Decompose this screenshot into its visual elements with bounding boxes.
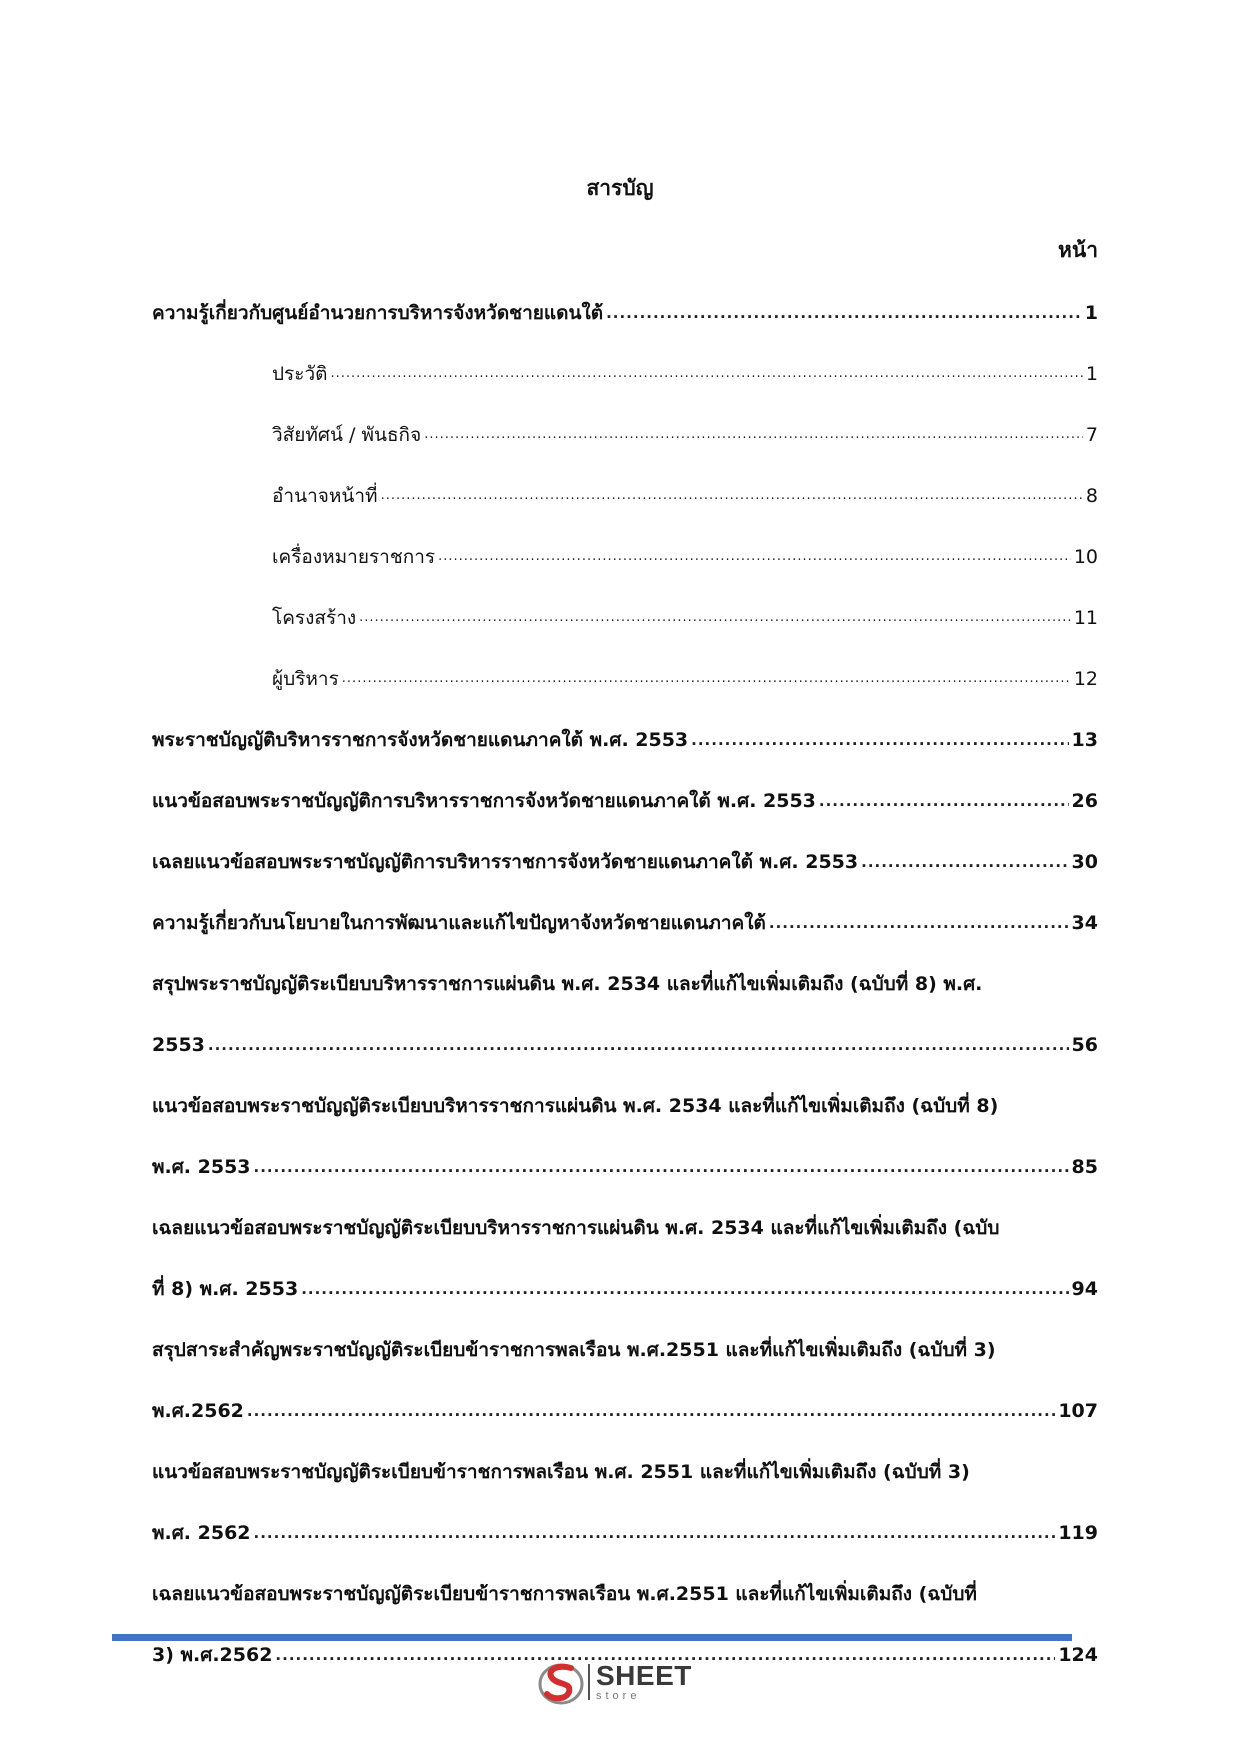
toc-entry-text: ที่ 8) พ.ศ. 2553 xyxy=(152,1277,299,1300)
toc-entry xyxy=(152,709,1098,770)
toc-entry xyxy=(152,1441,1098,1563)
dot-leader xyxy=(254,1158,1069,1176)
toc-page-number: 13 xyxy=(1071,728,1098,751)
sheet-store-logo xyxy=(538,1655,708,1709)
toc-entry-line xyxy=(272,587,1098,648)
toc-entry-text: ประวัติ xyxy=(272,362,328,385)
toc-entry-text: อำนาจหน้าที่ xyxy=(272,484,378,507)
toc-subentry xyxy=(152,648,1098,709)
toc-page-number: 7 xyxy=(1085,423,1098,446)
toc-entry-text: แนวข้อสอบพระราชบัญญัติระเบียบบริหารราชการแผ่นดิน พ.ศ. 2534 และที่แก้ไขเพิ่มเติมถึง (ฉบับที่ 8) xyxy=(152,1094,999,1117)
toc-entry-text: 2553 xyxy=(152,1033,205,1056)
toc-page-number: 10 xyxy=(1073,545,1098,568)
dot-leader xyxy=(208,1036,1069,1054)
toc-entry xyxy=(152,1197,1098,1319)
toc-entry xyxy=(152,282,1098,343)
toc-entry-text: เฉลยแนวข้อสอบพระราชบัญญัติระเบียบข้าราชการพลเรือน พ.ศ.2551 และที่แก้ไขเพิ่มเติมถึง (ฉบับที่ xyxy=(152,1582,977,1605)
toc-entry-text: สรุปสาระสำคัญพระราชบัญญัติระเบียบข้าราชการพลเรือน พ.ศ.2551 และที่แก้ไขเพิ่มเติมถึง (ฉบับที่ 3) xyxy=(152,1338,996,1361)
toc-entry xyxy=(152,770,1098,831)
toc-page-number: 8 xyxy=(1085,484,1098,507)
toc-entry-line xyxy=(152,1258,1098,1319)
dot-leader xyxy=(861,853,1068,871)
toc-page-number: 11 xyxy=(1073,606,1098,629)
toc-entry-text: พระราชบัญญัติบริหารราชการจังหวัดชายแดนภาคใต้ พ.ศ. 2553 xyxy=(152,728,689,751)
toc-subentry xyxy=(152,465,1098,526)
toc-page-number: 1 xyxy=(1085,362,1098,385)
dot-leader xyxy=(819,792,1069,810)
toc-subentry xyxy=(152,587,1098,648)
dot-leader xyxy=(381,488,1083,503)
toc-entry-line xyxy=(152,953,1098,1014)
toc-page-number: 56 xyxy=(1071,1033,1098,1056)
dot-leader xyxy=(301,1280,1068,1298)
dot-leader xyxy=(691,731,1068,749)
toc-entry-text: เฉลยแนวข้อสอบพระราชบัญญัติระเบียบบริหารราชการแผ่นดิน พ.ศ. 2534 และที่แก้ไขเพิ่มเติมถึง (ฉบับ xyxy=(152,1216,1000,1239)
toc-entry-line xyxy=(152,1502,1098,1563)
toc-page-number: 30 xyxy=(1071,850,1098,873)
dot-leader xyxy=(254,1524,1056,1542)
toc-entry-line xyxy=(152,1441,1098,1502)
dot-leader xyxy=(342,671,1071,686)
toc-entry-line xyxy=(152,282,1098,343)
toc-entry-text: สรุปพระราชบัญญัติระเบียบบริหารราชการแผ่นดิน พ.ศ. 2534 และที่แก้ไขเพิ่มเติมถึง (ฉบับที่ 8) พ.ศ. xyxy=(152,972,983,995)
toc-entry-text: เฉลยแนวข้อสอบพระราชบัญญัติการบริหารราชการจังหวัดชายแดนภาคใต้ พ.ศ. 2553 xyxy=(152,850,859,873)
toc-page-number: 34 xyxy=(1071,911,1098,934)
toc-entry-line xyxy=(152,1319,1098,1380)
page-title: สารบัญ xyxy=(586,176,654,200)
toc-page-number: 85 xyxy=(1071,1155,1098,1178)
toc-entry-text: แนวข้อสอบพระราชบัญญัติการบริหารราชการจังหวัดชายแดนภาคใต้ พ.ศ. 2553 xyxy=(152,789,816,812)
toc-entry-text: เครื่องหมายราชการ xyxy=(272,545,436,568)
toc-entry-line xyxy=(272,526,1098,587)
toc-entry-text: แนวข้อสอบพระราชบัญญัติระเบียบข้าราชการพลเรือน พ.ศ. 2551 และที่แก้ไขเพิ่มเติมถึง (ฉบับที่ 3) xyxy=(152,1460,970,1483)
toc-entry-line xyxy=(272,648,1098,709)
logo-subtext: store xyxy=(596,1690,641,1702)
toc-entry-text: พ.ศ. 2553 xyxy=(152,1155,251,1178)
toc-entry-text: ความรู้เกี่ยวกับนโยบายในการพัฒนาและแก้ไขปัญหาจังหวัดชายแดนภาคใต้ xyxy=(152,911,766,934)
toc-entry-text: ผู้บริหาร xyxy=(272,667,339,690)
sheet-store-logo-icon xyxy=(538,1658,584,1706)
dot-leader xyxy=(247,1402,1055,1420)
logo-separator xyxy=(588,1664,590,1700)
toc-entry-line xyxy=(152,709,1098,770)
footer-rule xyxy=(112,1634,1072,1641)
toc-entry-line xyxy=(152,892,1098,953)
toc-entry-line xyxy=(152,1014,1098,1075)
dot-leader xyxy=(330,366,1082,381)
toc-entry-line xyxy=(152,1075,1098,1136)
toc-entry-line xyxy=(152,1197,1098,1258)
toc-subentry xyxy=(152,404,1098,465)
toc-entry-text: วิสัยทัศน์ / พันธกิจ xyxy=(272,423,422,446)
toc-page-number: 94 xyxy=(1071,1277,1098,1300)
toc-entry-line xyxy=(272,404,1098,465)
toc-entry xyxy=(152,1319,1098,1441)
toc-page-number: 26 xyxy=(1071,789,1098,812)
toc-entry xyxy=(152,892,1098,953)
toc-page-number: 124 xyxy=(1058,1643,1098,1666)
dot-leader xyxy=(438,549,1071,564)
toc-entry xyxy=(152,953,1098,1075)
dot-leader xyxy=(606,304,1082,322)
toc-entry-line xyxy=(152,770,1098,831)
toc-entry-line xyxy=(152,1380,1098,1441)
toc-page-number: 119 xyxy=(1058,1521,1098,1544)
toc-entry-line xyxy=(152,1563,1098,1624)
dot-leader xyxy=(424,427,1083,442)
page-column-label: หน้า xyxy=(1058,238,1098,262)
toc-entry-text: โครงสร้าง xyxy=(272,606,357,629)
logo-word: SHEET xyxy=(596,1660,692,1691)
toc-subentry xyxy=(152,526,1098,587)
toc-entry xyxy=(152,831,1098,892)
dot-leader xyxy=(769,914,1069,932)
toc-entry-line xyxy=(152,831,1098,892)
toc-entry xyxy=(152,1075,1098,1197)
toc-subentry xyxy=(152,343,1098,404)
toc-page-number: 107 xyxy=(1058,1399,1098,1422)
toc-entry-line xyxy=(152,1136,1098,1197)
dot-leader xyxy=(359,610,1071,625)
toc-entry-text: พ.ศ. 2562 xyxy=(152,1521,251,1544)
toc-entry-line xyxy=(272,343,1098,404)
table-of-contents xyxy=(152,282,1098,1685)
toc-page-number: 12 xyxy=(1073,667,1098,690)
toc-entry-text: ความรู้เกี่ยวกับศูนย์อำนวยการบริหารจังหวัดชายแดนใต้ xyxy=(152,301,604,324)
toc-entry-line xyxy=(272,465,1098,526)
toc-entry-text: พ.ศ.2562 xyxy=(152,1399,244,1422)
toc-entry-text: 3) พ.ศ.2562 xyxy=(152,1643,273,1666)
toc-page-number: 1 xyxy=(1084,301,1098,324)
